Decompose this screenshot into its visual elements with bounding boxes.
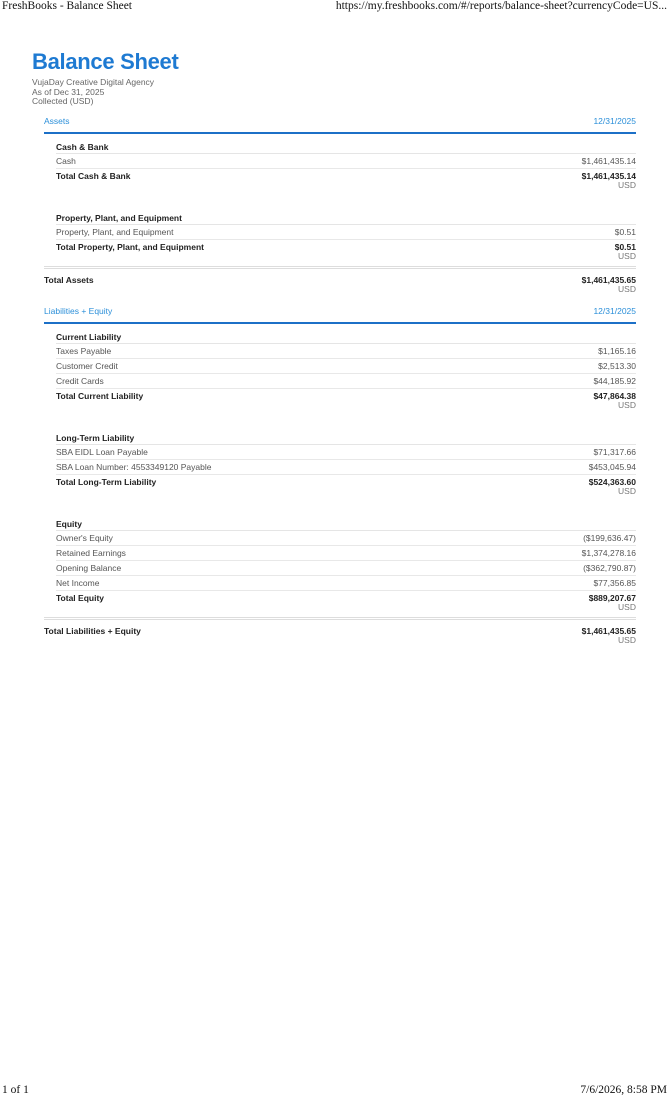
table-row [56, 531, 636, 546]
row-label: Owner's Equity [56, 532, 113, 543]
total-assets-amount-cell [582, 275, 636, 297]
balance-sheet-report [32, 48, 636, 648]
group-total-row [56, 389, 636, 413]
company-name: VujaDay Creative Digital Agency [32, 77, 155, 87]
print-footer [0, 1084, 668, 1100]
group-title: Property, Plant, and Equipment [56, 205, 636, 225]
report-date: As of Dec 31, 2025 [32, 86, 105, 97]
group-title: Equity [56, 511, 636, 531]
currency-label: USD [618, 634, 636, 645]
row-label: SBA Loan Number: 4553349120 Payable [56, 461, 212, 472]
total-amount: $47,864.38 [593, 390, 636, 401]
table-row [56, 344, 636, 359]
print-header [0, 0, 668, 16]
group-title: Cash & Bank [56, 134, 636, 154]
row-amount: $0.51 [614, 226, 636, 237]
table-row [56, 374, 636, 389]
table-row [56, 460, 636, 475]
page-number: 1 of 1 [2, 1084, 29, 1096]
print-page-title: FreshBooks - Balance Sheet [2, 0, 132, 12]
currency-label: USD [618, 485, 636, 496]
group-total-row [56, 240, 636, 264]
row-amount: $453,045.94 [588, 461, 636, 472]
accounting-basis: Collected (USD) [32, 96, 94, 106]
group-total-row [56, 169, 636, 193]
total-liabilities-equity-row [44, 617, 636, 648]
table-row [56, 576, 636, 591]
table-row [56, 359, 636, 374]
ppe-group [56, 205, 636, 264]
total-assets-label: Total Assets [44, 274, 94, 285]
assets-header [44, 107, 636, 134]
currency-label: USD [618, 601, 636, 612]
cash-bank-group [56, 134, 636, 205]
total-label: Total Cash & Bank [56, 170, 131, 181]
row-amount: $1,374,278.16 [581, 547, 636, 558]
row-amount: ($362,790.87) [583, 562, 636, 573]
total-amount-cell [589, 593, 636, 615]
assets-label: Assets [44, 115, 70, 126]
print-datetime: 7/6/2026, 8:58 PM [580, 1084, 667, 1096]
group-total-row [56, 591, 636, 615]
group-title: Current Liability [56, 324, 636, 344]
assets-date: 12/31/2025 [593, 115, 636, 126]
total-assets-amount: $1,461,435.65 [581, 274, 636, 285]
liabilities-equity-label: Liabilities + Equity [44, 305, 113, 316]
row-amount: $77,356.85 [593, 577, 636, 588]
total-amount: $0.51 [614, 241, 636, 252]
row-label: Opening Balance [56, 562, 122, 573]
total-amount-cell [589, 477, 636, 499]
liabilities-equity-section [44, 297, 636, 648]
row-amount: ($199,636.47) [583, 532, 636, 543]
equity-group [56, 511, 636, 615]
row-label: SBA EIDL Loan Payable [56, 446, 148, 457]
table-row [56, 445, 636, 460]
row-amount: $1,165.16 [598, 345, 636, 356]
total-liabilities-equity-amount: $1,461,435.65 [581, 625, 636, 636]
total-amount-cell [593, 391, 636, 413]
row-label: Retained Earnings [56, 547, 126, 558]
total-liabilities-equity-label: Total Liabilities + Equity [44, 625, 141, 636]
row-label: Credit Cards [56, 375, 104, 386]
total-liabilities-equity-amount-cell [582, 626, 636, 648]
total-label: Total Current Liability [56, 390, 144, 401]
currency-label: USD [618, 250, 636, 261]
row-label: Customer Credit [56, 360, 118, 371]
assets-section [44, 107, 636, 297]
table-row [56, 546, 636, 561]
print-page-url: https://my.freshbooks.com/#/reports/balance-sheet?currencyCode=US... [335, 0, 667, 12]
row-label: Net Income [56, 577, 100, 588]
row-label: Taxes Payable [56, 345, 112, 356]
row-label: Cash [56, 155, 76, 166]
total-amount: $524,363.60 [588, 476, 636, 487]
report-title: Balance Sheet [32, 49, 179, 74]
total-amount: $889,207.67 [588, 592, 636, 603]
total-assets-row [44, 266, 636, 297]
row-amount: $1,461,435.14 [581, 155, 636, 166]
total-amount-cell [582, 171, 636, 193]
row-label: Property, Plant, and Equipment [56, 226, 174, 237]
current-liability-group [56, 324, 636, 425]
total-amount: $1,461,435.14 [581, 170, 636, 181]
group-title: Long-Term Liability [56, 425, 636, 445]
row-amount: $2,513.30 [598, 360, 636, 371]
table-row [56, 225, 636, 240]
row-amount: $44,185.92 [593, 375, 636, 386]
currency-label: USD [618, 179, 636, 190]
table-row [56, 154, 636, 169]
group-total-row [56, 475, 636, 499]
total-amount-cell [615, 242, 636, 264]
report-meta [32, 78, 636, 107]
currency-label: USD [618, 283, 636, 294]
table-row [56, 561, 636, 576]
liabilities-equity-header [44, 297, 636, 324]
liabilities-equity-date: 12/31/2025 [593, 305, 636, 316]
total-label: Total Equity [56, 592, 105, 603]
long-term-liability-group [56, 425, 636, 511]
total-label: Total Long-Term Liability [56, 476, 157, 487]
total-label: Total Property, Plant, and Equipment [56, 241, 204, 252]
row-amount: $71,317.66 [593, 446, 636, 457]
currency-label: USD [618, 399, 636, 410]
